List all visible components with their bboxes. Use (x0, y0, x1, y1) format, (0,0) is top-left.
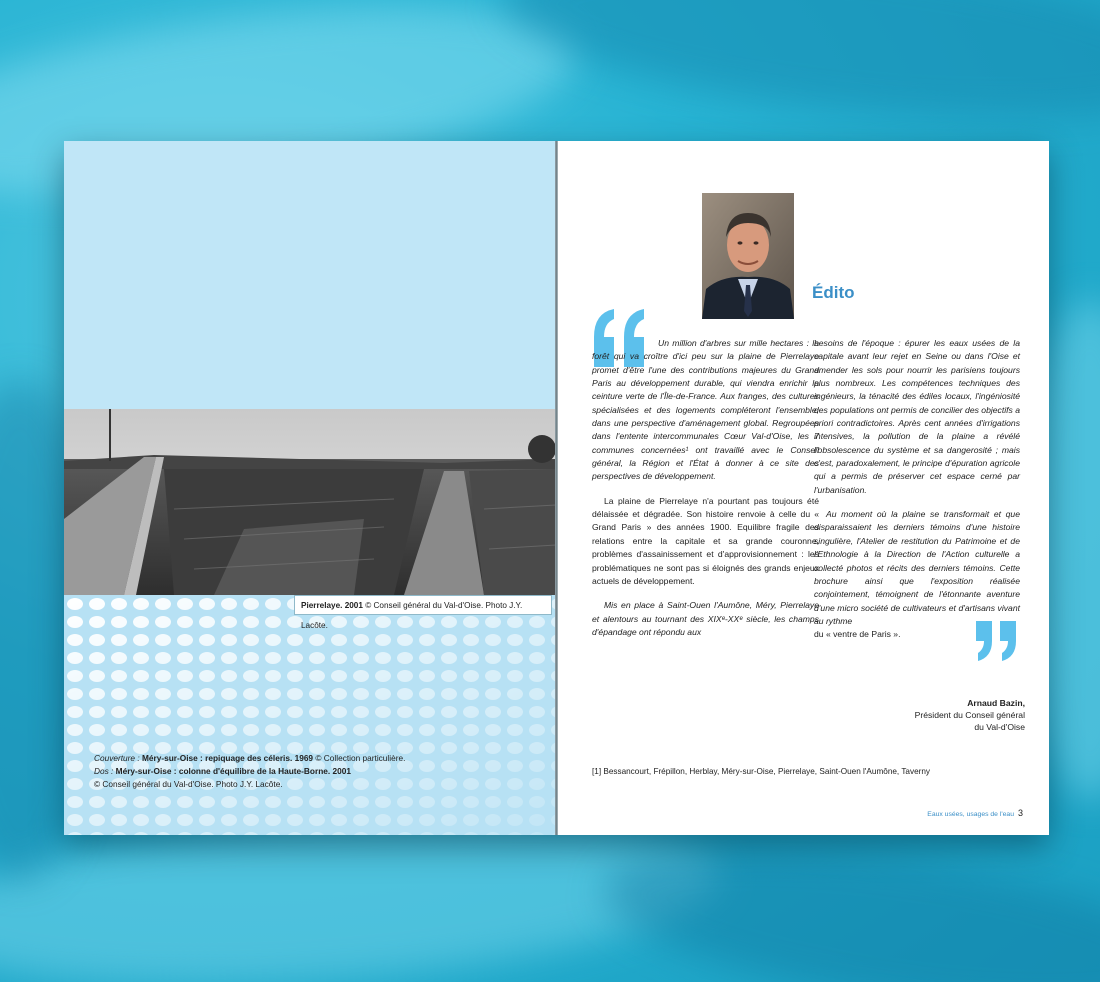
left-page (64, 141, 556, 835)
edito-paragraph: Un million d'arbres sur mille hectares : la forêt qui va croître d'ici peu sur la plaine de Pierrelaye promet d'être l'une des contributions majeures du Grand Paris au développement durable, qui viendra enrichir la ceinture verte de l'Île-de-France. Aux franges, des cultures spécialisées et des logements compléteront l'ensemble, dans une perspective d'aménagement global. Regroupées dans l'entente intercommunales Cœur Val-d'Oise, les 7 communes concernées¹ ont travaillé avec le Conseil général, la Région et l'État à donner à ce site des perspectives de développement. (592, 338, 819, 482)
signature-name: Arnaud Bazin, (967, 698, 1025, 708)
signature-block (915, 697, 1025, 733)
edito-column-2 (814, 337, 1020, 642)
signature-role: Président du Conseil général (914, 710, 1025, 720)
dos-title: Méry-sur-Oise : colonne d'équilibre de la Haute-Borne. 2001 (113, 766, 351, 776)
cover-credits (94, 752, 534, 791)
edito-paragraph: Au moment où la plaine se transformait et que disparaissaient les derniers témoins d'une histoire singulière, l'Atelier de restitution du Patrimoine et de l'Ethnologie à la Direction de l'Action culturelle a collecté photos et récits des derniers témoins. Cette brochure ainsi que l'exposition réalisée conjointement, témoignent de l'étonnante aventure d'une micro société de cultivateurs et d'artisans vivant au rythme (814, 509, 1020, 626)
cover-label: Couverture : (94, 753, 140, 763)
signature-role: du Val-d'Oise (974, 722, 1025, 732)
footnote: [1] Bessancourt, Frépillon, Herblay, Méry-sur-Oise, Pierrelaye, Saint-Ouen l'Aumône, Taverny (592, 767, 930, 776)
page-folio (927, 808, 1023, 818)
cover-source: © Collection particulière. (313, 753, 406, 763)
field-photo (64, 409, 556, 595)
author-portrait (702, 193, 794, 319)
cover-credit-line (94, 752, 534, 765)
edito-paragraph: besoins de l'époque : épurer les eaux usées de la capitale avant leur rejet en Seine ou dans l'Oise et amender les sols pour nourrir les parisiens toujours plus nombreux. Les compétences techniques des ingénieurs, la ténacité des édiles locaux, l'ingéniosité des populations ont permis de concilier des objectifs a priori contradictoires. Après cent années d'irrigations intensives, la pollution de la plaine a révélé l'obsolescence du système et sa dangerosité ; mais c'est, paradoxalement, le principe d'épuration agricole qui a permis de préserver cet espace cerné par l'urbanisation. (814, 338, 1020, 495)
caption-title: Pierrelaye. 2001 (301, 601, 363, 610)
photo-caption (294, 595, 552, 630)
dos-source: © Conseil général du Val-d'Oise. Photo J.Y. Lacôte. (94, 779, 283, 789)
edito-paragraph: Mis en place à Saint-Ouen l'Aumône, Méry, Pierrelaye et alentours au tournant des XIXᵉ-XXᵉ siècle, les champs d'épandage ont répondu aux (592, 600, 819, 637)
cover-title: Méry-sur-Oise : repiquage des céleris. 1969 (139, 753, 314, 763)
text-run: des années 1900. Equilibre fragile des relations entre la capitale et sa grande couronne, problèmes d'assainissement et d'approvisionnement : les problématiques ne sont pas si éloignés des grands enjeux actuels de développement. (592, 522, 819, 586)
caption-credit: © Conseil général du Val-d'Oise. Photo J.Y. Lacôte. (301, 601, 523, 630)
dos-label: Dos : (94, 766, 114, 776)
text-run: La plaine de Pierrelaye n'a pourtant pas toujours été délaissée et dégradée. Son histoire renvoie à celle du (592, 495, 819, 520)
page-number: 3 (1017, 808, 1023, 818)
edito-column-1 (592, 337, 819, 650)
brochure-spread (64, 141, 1049, 835)
close-quote-icon (976, 621, 1018, 661)
right-page (558, 141, 1049, 835)
folio-text: Eaux usées, usages de l'eau (927, 811, 1014, 818)
text-run: « Grand Paris » (592, 509, 819, 533)
edito-paragraph-end: du « ventre de Paris ». (814, 629, 901, 640)
dos-credit-line (94, 765, 534, 778)
edito-paragraph (592, 495, 819, 588)
edito-title: Édito (812, 283, 855, 302)
